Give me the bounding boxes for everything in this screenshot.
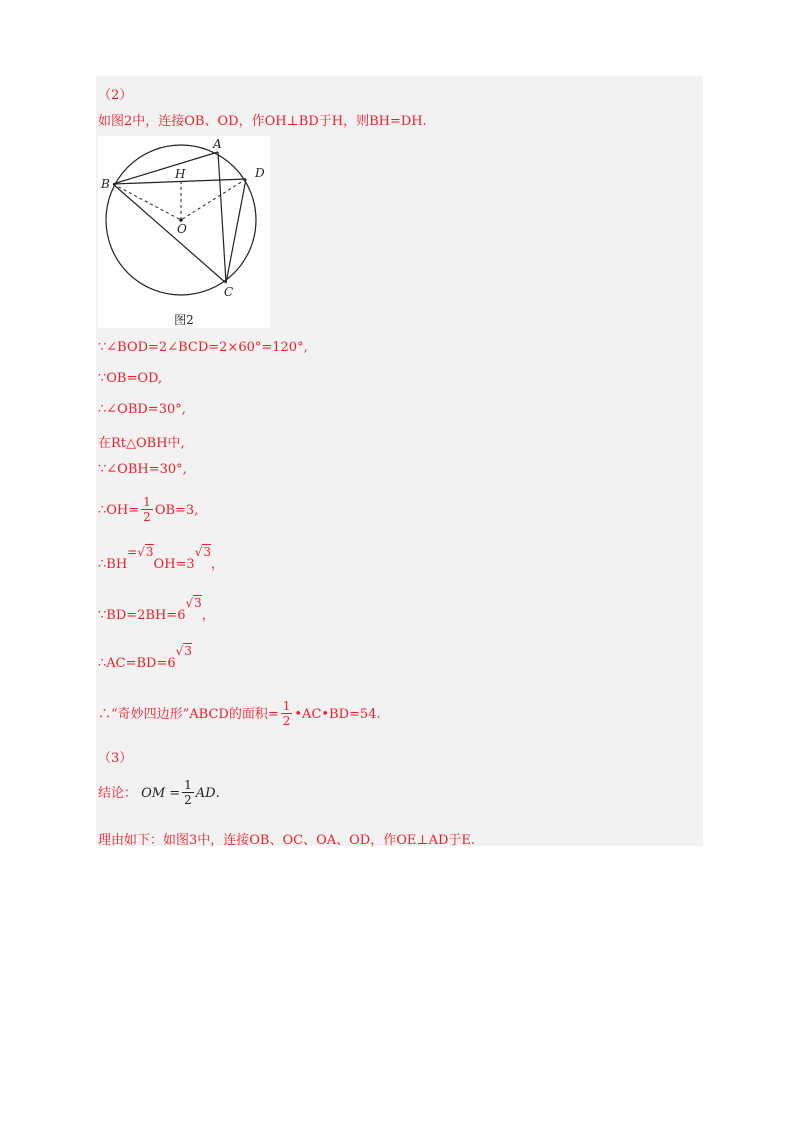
sqrt-3: √3: [175, 644, 192, 658]
step-4: 在Rt△OBH中,: [98, 436, 185, 451]
fraction-denominator: 2: [143, 510, 151, 524]
segment-ac: [218, 152, 226, 283]
step-10: [98, 700, 381, 729]
label-c: C: [224, 285, 234, 299]
segment-od: [181, 179, 246, 220]
step-7-mid: OH=3: [153, 557, 195, 572]
step-9-pre: ∴AC=BD=6: [98, 656, 176, 671]
segment-dc: [226, 179, 246, 283]
fraction-half: $\frac{1}{2}$: [184, 778, 192, 807]
formula-period: .: [215, 786, 220, 801]
segment-ba: [113, 152, 218, 184]
part2-intro: 如图2中，连接OB、OD，作OH⊥BD于H，则BH=DH.: [98, 114, 427, 129]
part3-conclusion: [98, 779, 220, 808]
step-7-pre: ∴BH: [98, 557, 128, 572]
step-6: [98, 496, 198, 525]
step-8-end: ，: [201, 608, 215, 623]
fraction-numerator: 1: [143, 495, 151, 509]
sqrt-3: √3: [194, 545, 211, 559]
step-10-post: •AC•BD=54.: [294, 707, 381, 722]
fraction-half: $\frac{1}{2}$: [282, 699, 291, 728]
label-b: B: [101, 177, 110, 191]
step-8-pre: ∵BD=2BH=6: [98, 608, 186, 623]
sqrt-3: √3: [137, 545, 154, 559]
step-7: [98, 545, 225, 572]
step-5: ∵∠OBH=30°,: [98, 462, 187, 477]
figure-2: [98, 136, 270, 328]
geometry-diagram: [98, 136, 270, 328]
step-2: ∵OB=OD,: [98, 371, 163, 386]
label-o: O: [177, 222, 187, 236]
label-d: D: [255, 166, 265, 180]
figure-caption: 图2: [174, 313, 194, 327]
formula-om: OM =: [141, 786, 181, 801]
sqrt-3: √3: [185, 596, 202, 610]
step-1: ∵∠BOD=2∠BCD=2×60°=120°,: [98, 340, 308, 355]
step-6-post: OB=3,: [154, 503, 199, 518]
step-7-eq: =: [127, 545, 138, 559]
step-7-end: ，: [211, 557, 225, 572]
label-a: A: [213, 137, 222, 151]
formula-ad: AD: [195, 786, 216, 801]
step-6-pre: ∴OH=: [98, 503, 140, 518]
step-3: ∴∠OBD=30°,: [98, 402, 186, 417]
segment-bc: [113, 184, 226, 283]
step-9: [98, 644, 192, 671]
step-10-pre: ∴“奇妙四边形”ABCD的面积=: [98, 707, 279, 722]
fraction-half: [141, 495, 153, 524]
part2-label: （2）: [98, 88, 133, 103]
step-8: [98, 596, 215, 623]
part3-label: （3）: [98, 751, 133, 766]
label-h: H: [175, 167, 186, 181]
conclusion-prefix: 结论：: [98, 786, 138, 801]
part3-reason: 理由如下：如图3中，连接OB、OC、OA、OD，作OE⊥AD于E.: [98, 833, 476, 848]
segment-ob: [113, 184, 181, 220]
